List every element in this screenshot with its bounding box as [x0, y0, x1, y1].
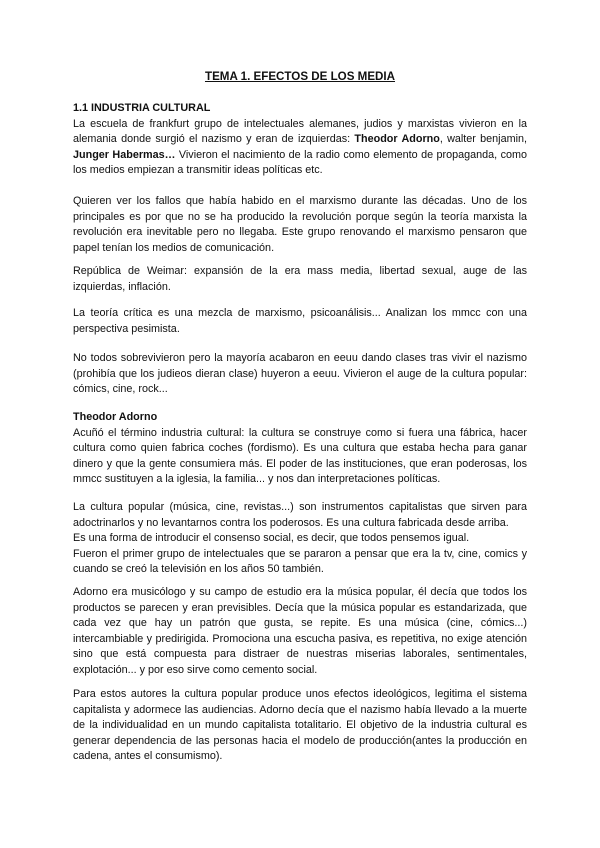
bold-name: Junger Habermas… — [73, 148, 176, 161]
paragraph: República de Weimar: expansión de la era mass media, libertad sexual, auge de las izquierdas, inflación. — [73, 265, 527, 293]
paragraph: Quieren ver los fallos que había habido en el marxismo durante las décadas. Uno de los principales es por que no se ha producido la revolución porque según la teoría marxista la revolución era inevitable pero no llegaba. Este grupo renovando el marxismo pensaron que papel tenían los medios de comunicación. — [73, 195, 527, 254]
paragraph-line: Fueron el primer grupo de intelectuales que se pararon a pensar que era la tv, cine, comics y cuando se creó la televisión en los años 50 también. — [73, 547, 527, 576]
section-theodor-adorno — [73, 410, 527, 488]
paragraph-line: La cultura popular (música, cine, revistas...) son instrumentos capitalistas que sirven para adoctrinarlos y no levantarnos contra los poderosos. Es una cultura fabricada desde arriba. — [73, 501, 527, 529]
paragraph: Para estos autores la cultura popular produce unos efectos ideológicos, legitima el sistema capitalista y adormece las audiencias. Adorno decía que el nazismo había llevado a la muerte de la individualidad en un mundo capitalista totalitario. El objetivo de la industria cultural es generar dependencia de las personas hacia el modelo de producción(antes la producción en cadena, antes el consumismo). — [73, 688, 527, 763]
section-heading: 1.1 INDUSTRIA CULTURAL — [73, 102, 211, 114]
paragraph-text: , walter benjamin, — [439, 133, 527, 146]
paragraph: Acuñó el término industria cultural: la cultura se construye como si fuera una fábrica, hacer cultura como quien fabrica coches (fordismo). Es una cultura que estaba hecha para ganar dinero y que la gente consumiera más. El poder de las instituciones, que eran poderosas, los mmcc sustituyen a la iglesia, la familia... y nos dan interpretaciones políticas. — [73, 426, 527, 486]
paragraph-text: Vivieron el nacimiento de la radio como elemento de propaganda, como los medios empiezan a transmitir ideas políticas etc. — [73, 148, 527, 177]
paragraph — [73, 117, 527, 179]
paragraph: Adorno era musicólogo y su campo de estudio era la música popular, él decía que todos los productos se parecen y eran previsibles. Decía que la música popular es estandarizada, que cada vez que hay un patrón que gusta, se repite. Es una música (cine, cómics...) intercambiable y predirigida. Promociona una escucha pasiva, es repetitiva, no exige atención sino que está compuesta para distraer de nuestras miserias laborales, sentimentales, explotación... y por eso sirve como cemento social. — [73, 586, 527, 676]
bold-name: Theodor Adorno — [354, 133, 440, 146]
paragraph: No todos sobrevivieron pero la mayoría acabaron en eeuu dando clases tras vivir el nazismo (prohibía que los judieos dieran clase) huyeron a eeuu. Vivieron el auge de la cultura popular: cómics, cine, rock... — [73, 352, 527, 396]
paragraph-text: La escuela de frankfurt grupo de intelectuales alemanes, judios y marxistas vivieron en la alemania donde surgió el nazismo y eran de izquierdas: — [73, 117, 527, 146]
section-industria-cultural — [73, 101, 527, 179]
section-heading: Theodor Adorno — [73, 411, 158, 423]
paragraph: La teoría crítica es una mezcla de marxismo, psicoanálisis... Analizan los mmcc con una perspectiva pesimista. — [73, 307, 527, 335]
paragraph-line: Es una forma de introducir el consenso social, es decir, que todos pensemos igual. — [73, 532, 470, 545]
document-title: TEMA 1. EFECTOS DE LOS MEDIA — [204, 70, 396, 83]
paragraph-group — [73, 500, 527, 578]
